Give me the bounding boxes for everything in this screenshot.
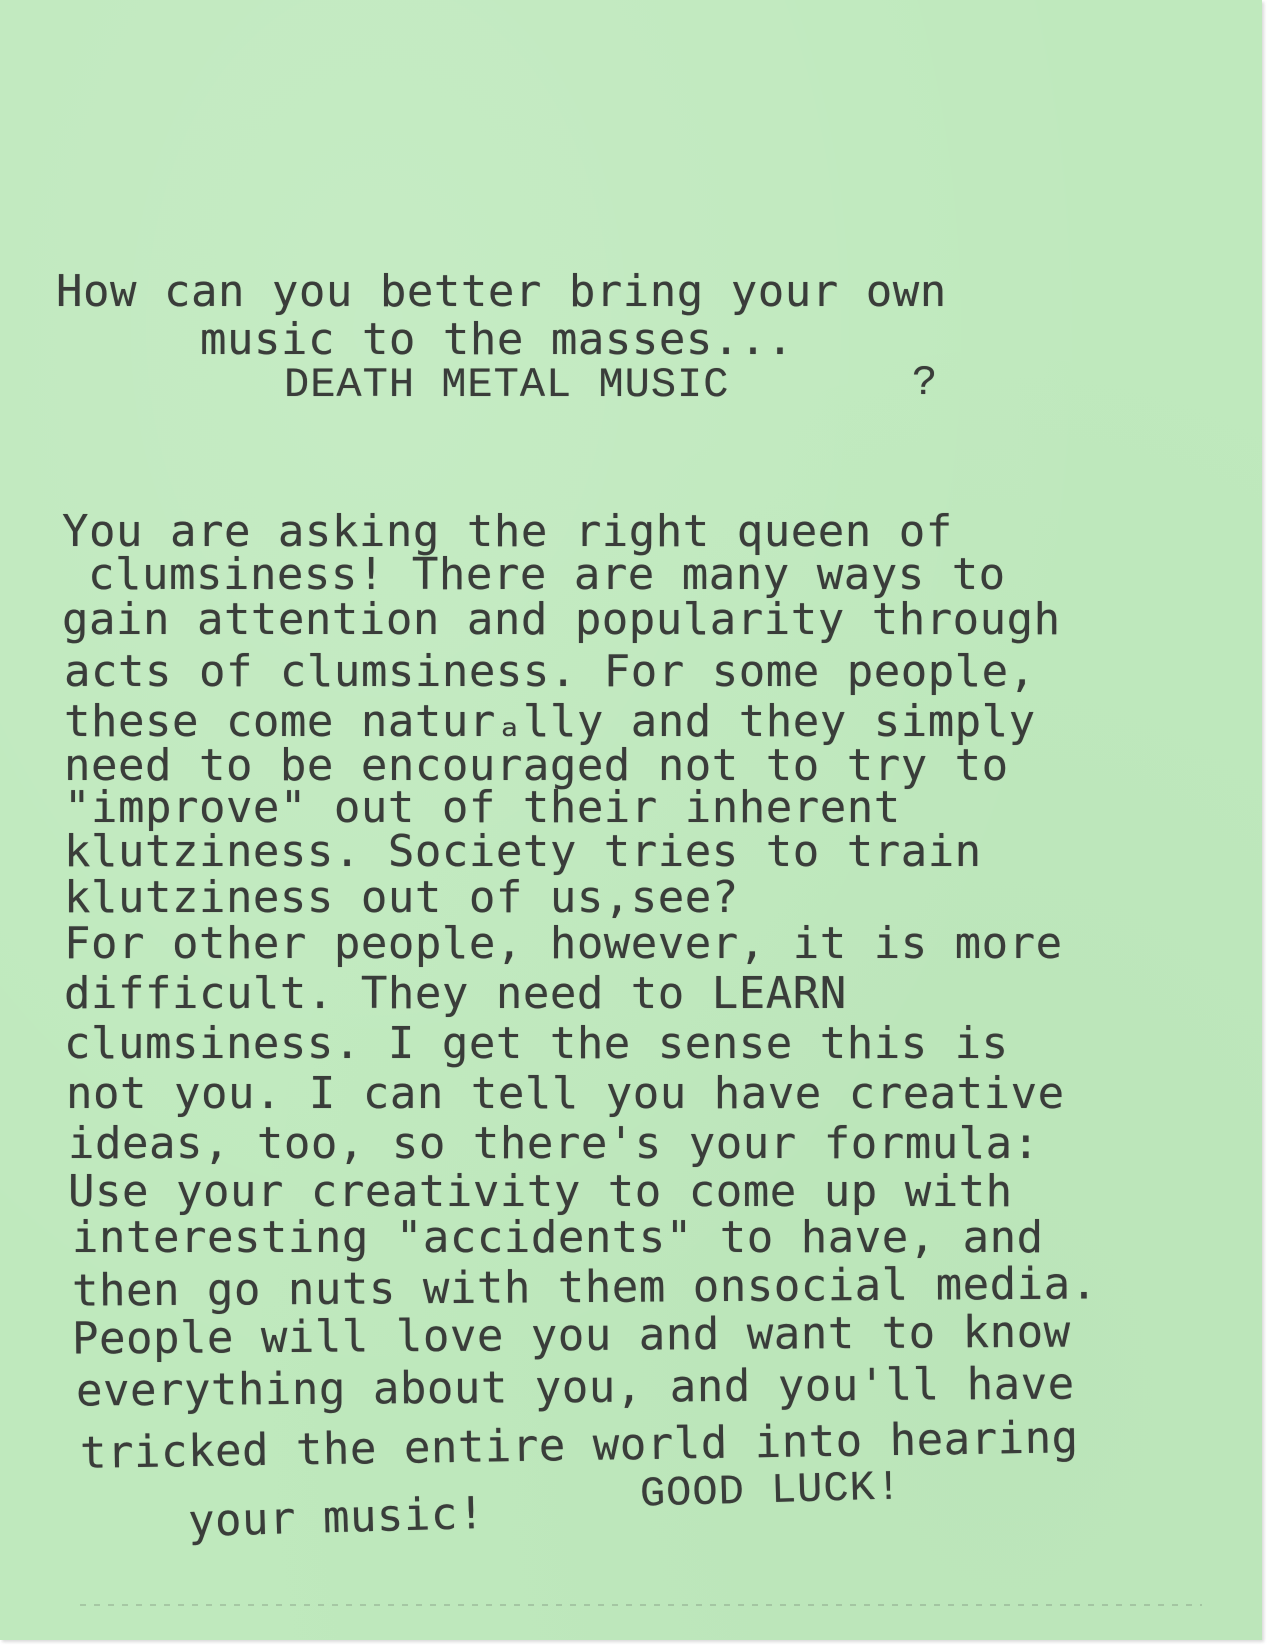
answer-line: "improve" out of their inherent [64, 782, 901, 833]
answer-line: klutziness. Society tries to train [64, 826, 982, 877]
answer-line: Use your creativity to come up with [68, 1166, 1013, 1217]
answer-line: People will love you and want to know [71, 1306, 1071, 1365]
answer-line: everything about you, and you'll have [75, 1358, 1075, 1417]
signoff: GOOD LUCK! [639, 1463, 903, 1519]
answer-line: gain attention and popularity through [62, 594, 1061, 645]
answer-line: these come naturₐlly and they simply [64, 696, 1036, 747]
answer-line: clumsiness! There are many ways to [88, 549, 1006, 600]
answer-line: ideas, too, so there's your formula: [68, 1118, 1040, 1169]
answer-line: tricked the entire world into hearing [79, 1412, 1079, 1479]
answer-line: acts of clumsiness. For some people, [64, 646, 1036, 697]
answer-line: For other people, however, it is more [64, 918, 1063, 969]
question-line-2: music to the masses... [200, 314, 794, 365]
answer-line: You are asking the right queen of [62, 506, 953, 557]
question-mark: ? [912, 359, 939, 407]
answer-line: not you. I can tell you have creative [66, 1068, 1065, 1119]
answer-line: klutziness out of us,see? [64, 872, 739, 923]
answer-line: need to be encouraged not to try to [64, 740, 1009, 791]
bottom-smudge [80, 1604, 1202, 1606]
answer-line: clumsiness. I get the sense this is [64, 1018, 1009, 1069]
closing-line: your music! [187, 1487, 486, 1548]
answer-line: difficult. They need to LEARN [64, 968, 847, 1019]
question-line-3: DEATH METAL MUSIC [284, 361, 730, 409]
answer-line: then go nuts with them onsocial media. [71, 1258, 1098, 1317]
question-line-1: How can you better bring your own [56, 266, 947, 317]
answer-line: interesting "accidents" to have, and [72, 1212, 1044, 1263]
